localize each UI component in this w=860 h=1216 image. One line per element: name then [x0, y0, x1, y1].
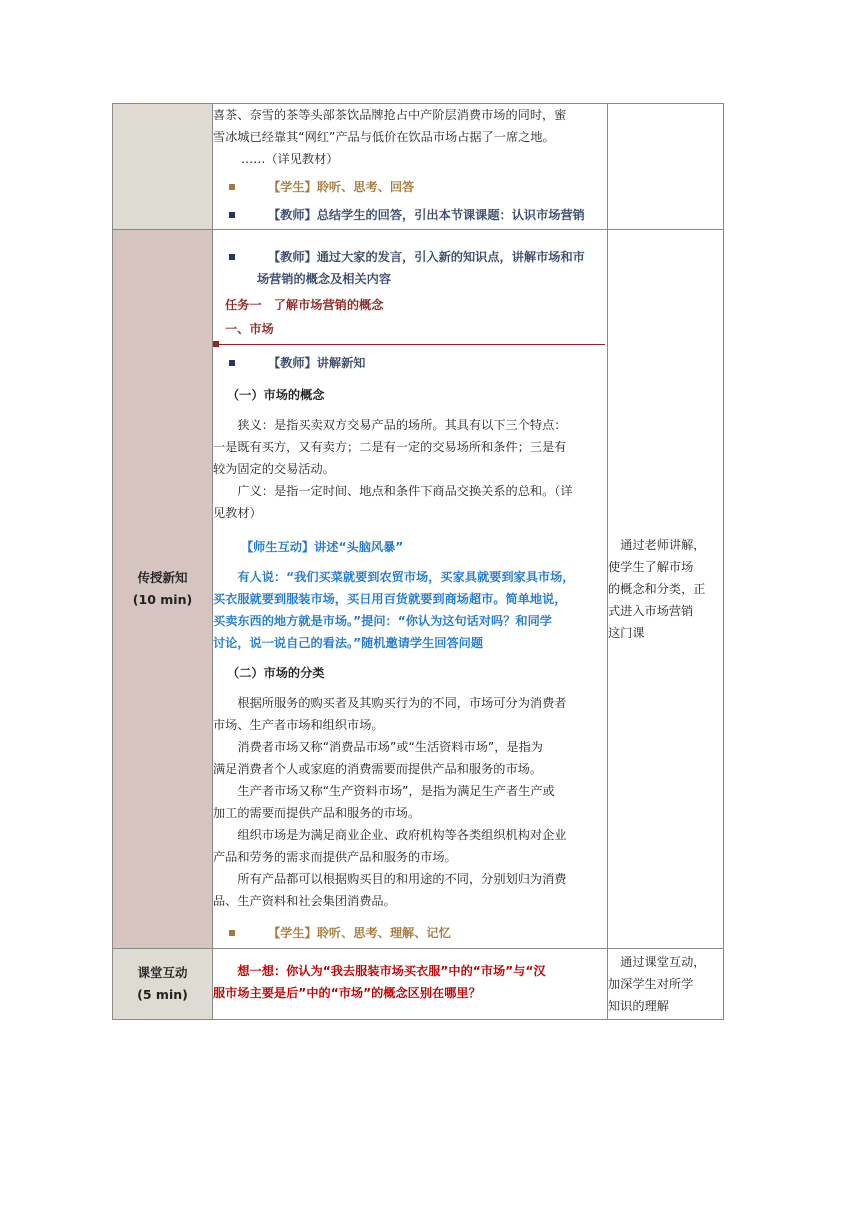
- text-line: 所有产品都可以根据购买目的和用途的不同，分别划归为消费: [237, 872, 567, 886]
- stage-cell: [113, 230, 213, 949]
- section-heading: 一、市场: [225, 322, 274, 336]
- intent-line: 通过老师讲解，: [620, 538, 706, 552]
- stage-name: 课堂互动: [137, 965, 188, 980]
- intent-line: 知识的理解: [608, 999, 669, 1013]
- student-activity: [213, 922, 607, 944]
- intent-cell: [608, 230, 724, 949]
- square-bullet-icon: [229, 254, 235, 260]
- section-divider: [213, 340, 607, 348]
- text-line: 根据所服务的购买者及其购买行为的不同，市场可分为消费者: [237, 696, 567, 710]
- stage-time: (5 min): [137, 987, 188, 1002]
- teacher-activity-label: 【教师】讲解新知: [268, 356, 366, 370]
- text-line: 狭义：是指买卖双方交易产品的场所。其具有以下三个特点：: [237, 418, 567, 432]
- table-row: [113, 230, 724, 949]
- content-cell: [213, 104, 608, 230]
- text-line: 一是既有买方，又有卖方；二是有一定的交易场所和条件；三是有: [213, 440, 567, 454]
- interaction-text: 讨论，说一说自己的看法。”随机邀请学生回答问题: [213, 636, 484, 650]
- stage-cell-empty: [113, 104, 213, 230]
- interaction-text: 买衣服就要到服装市场，买日用百货就要到商场超市。简单地说，: [213, 592, 567, 606]
- teacher-activity-continued: 场营销的概念及相关内容: [257, 272, 392, 286]
- intent-cell-empty: [608, 104, 724, 230]
- text-line: 消费者市场又称“消费品市场”或“生活资料市场”，是指为: [237, 740, 543, 754]
- text-line: 组织市场是为满足商业企业、政府机构等各类组织机构对企业: [237, 828, 567, 842]
- subheading: （一）市场的概念: [227, 388, 325, 402]
- teacher-activity-label: 【教师】总结学生的回答，引出本节课课题：认识市场营销: [268, 208, 585, 222]
- square-bullet-icon: [229, 184, 235, 190]
- text-line: 满足消费者个人或家庭的消费需要而提供产品和服务的市场。: [213, 762, 543, 776]
- text-line: 品、生产资料和社会集团消费品。: [213, 894, 396, 908]
- task-heading: 任务一 了解市场营销的概念: [225, 298, 384, 312]
- intent-line: 式进入市场营销: [608, 604, 694, 618]
- text-line: 广义：是指一定时间、地点和条件下商品交换关系的总和。（详: [237, 484, 573, 498]
- text-line: 喜茶、奈雪的茶等头部茶饮品牌抢占中产阶层消费市场的同时，蜜: [213, 108, 567, 122]
- stage-cell: [113, 949, 213, 1020]
- ellipsis-note: ……（详见教材）: [241, 152, 339, 166]
- square-bullet-icon: [229, 360, 235, 366]
- text-line: 市场、生产者市场和组织市场。: [213, 718, 384, 732]
- table-row: [113, 949, 724, 1020]
- question-text: 想一想：你认为“我去服装市场买衣服”中的“市场”与“汉: [237, 964, 546, 978]
- square-bullet-icon: [229, 930, 235, 936]
- content-cell: [213, 949, 608, 1020]
- content-cell: [213, 230, 608, 949]
- intent-line: 通过课堂互动，: [620, 955, 706, 969]
- intent-line: 这门课: [608, 626, 645, 640]
- text-line: 较为固定的交易活动。: [213, 462, 335, 476]
- text-line: 生产者市场又称“生产资料市场”，是指为满足生产者生产或: [237, 784, 555, 798]
- student-activity: [213, 176, 607, 198]
- table-row: [113, 104, 724, 230]
- teacher-activity: [213, 204, 607, 226]
- square-bullet-icon: [229, 212, 235, 218]
- interaction-title: 【师生互动】讲述“头脑风暴”: [241, 540, 404, 554]
- interaction-text: 有人说：“我们买菜就要到农贸市场，买家具就要到家具市场，: [237, 570, 575, 584]
- text-line: 雪冰城已经靠其“网红”产品与低价在饮品市场占据了一席之地。: [213, 130, 555, 144]
- intent-line: 加深学生对所学: [608, 977, 694, 991]
- stage-name: 传授新知: [137, 570, 188, 585]
- text-line: 产品和劳务的需求而提供产品和服务的市场。: [213, 850, 457, 864]
- stage-time: (10 min): [132, 592, 193, 607]
- text-line: 加工的需要而提供产品和服务的市场。: [213, 806, 421, 820]
- intent-line: 的概念和分类，正: [608, 582, 706, 596]
- teacher-activity: [213, 352, 607, 374]
- intent-line: 使学生了解市场: [608, 560, 694, 574]
- teacher-activity: [213, 246, 607, 268]
- interaction-text: 买卖东西的地方就是市场。”提问：“你认为这句话对吗？和同学: [213, 614, 552, 628]
- lesson-plan-table: [112, 103, 724, 1020]
- intent-cell: [608, 949, 724, 1020]
- question-text: 服市场主要是后”中的“市场”的概念区别在哪里？: [213, 986, 481, 1000]
- student-activity-label: 【学生】聆听、思考、理解、记忆: [268, 926, 451, 940]
- subheading: （二）市场的分类: [227, 666, 325, 680]
- student-activity-label: 【学生】聆听、思考、回答: [268, 180, 415, 194]
- text-line: 见教材）: [213, 506, 262, 520]
- teacher-activity-label: 【教师】通过大家的发言，引入新的知识点，讲解市场和市: [268, 250, 585, 264]
